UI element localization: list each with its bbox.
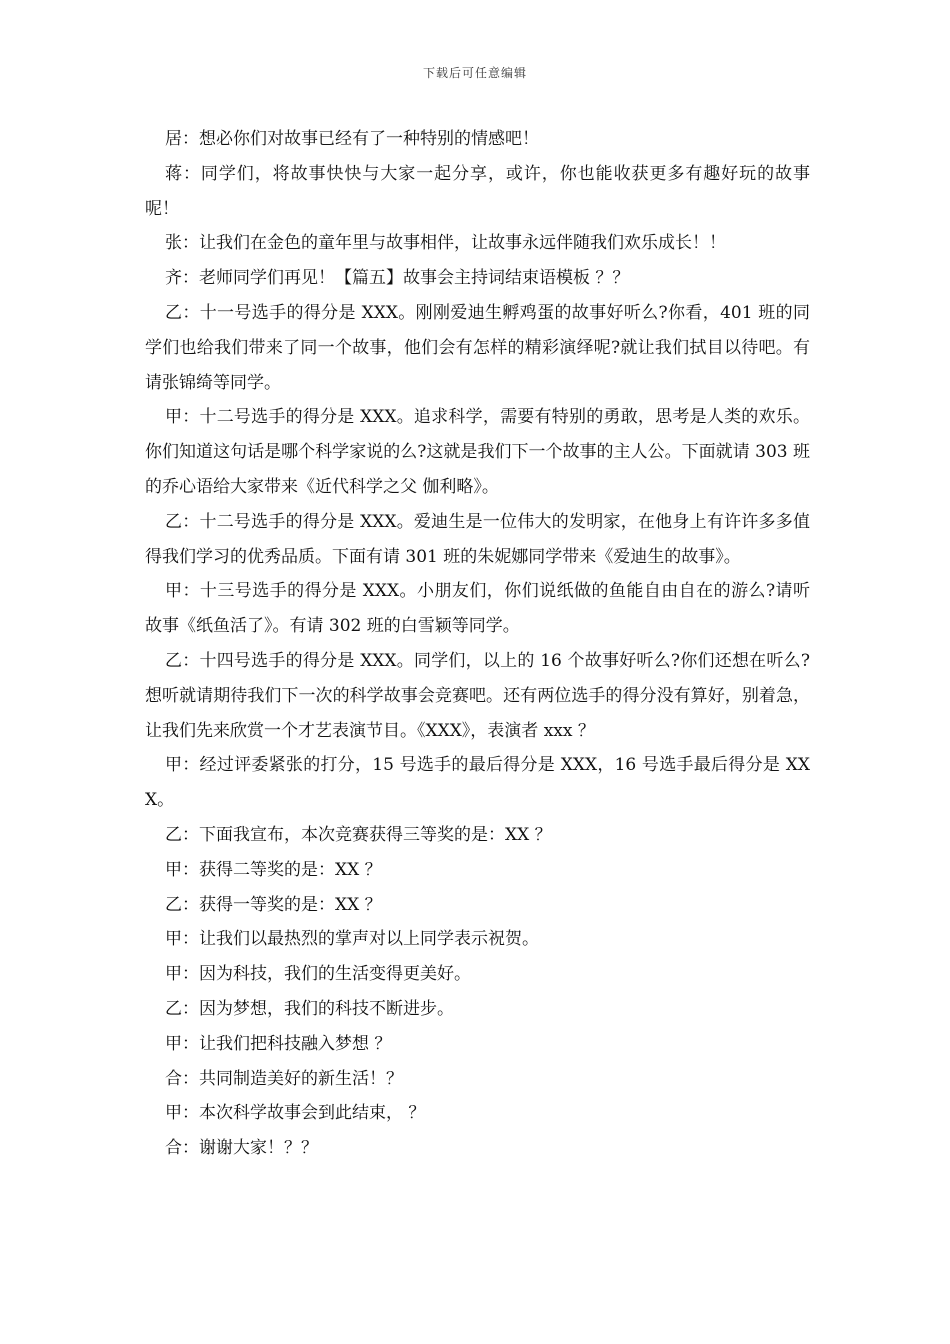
page-header: 下载后可任意编辑 [422, 66, 527, 80]
paragraph: 甲：获得二等奖的是：XX ？ [165, 859, 382, 880]
paragraph: 甲：十二号选手的得分是 XXX。追求科学，需要有特别的勇敢，思考是人类的欢乐。你们知道这句话是哪个科学家说的么?这就是我们下一个故事的主人公。下面就请 303 班的乔心语给大家带来《近代科学之父 伽利略》。 [145, 407, 810, 497]
paragraph: 乙：十二号选手的得分是 XXX。爱迪生是一位伟大的发明家，在他身上有许许多多值得我们学习的优秀品质。下面有请 301 班的朱妮娜同学带来《爱迪生的故事》。 [145, 511, 810, 567]
paragraph: 甲：让我们把科技融入梦想 ？ [165, 1033, 392, 1054]
paragraph: 合：共同制造美好的新生活！？ [165, 1068, 403, 1089]
document-body [145, 122, 810, 1166]
paragraph: 甲：经过评委紧张的打分，15 号选手的最后得分是 XXX，16 号选手最后得分是 XXX。 [145, 755, 810, 811]
paragraph: 乙：因为梦想，我们的科技不断进步。 [165, 998, 454, 1019]
paragraph: 乙：下面我宣布，本次竞赛获得三等奖的是：XX ？ [165, 824, 552, 845]
paragraph: 张：让我们在金色的童年里与故事相伴，让故事永远伴随我们欢乐成长！！ [165, 233, 726, 254]
paragraph: 乙：十一号选手的得分是 XXX。刚刚爱迪生孵鸡蛋的故事好听么?你看，401 班的同学们也给我们带来了同一个故事，他们会有怎样的精彩演绎呢?就让我们拭目以待吧。有请张锦绮等同学。 [145, 302, 810, 393]
paragraph: 蒋：同学们，将故事快快与大家一起分享，或许，你也能收获更多有趣好玩的故事呢！ [145, 163, 810, 219]
paragraph: 齐：老师同学们再见！【篇五】故事会主持词结束语模板 ？？ [165, 268, 630, 289]
paragraph: 乙：获得一等奖的是：XX ？ [165, 894, 382, 915]
paragraph: 甲：因为科技，我们的生活变得更美好。 [165, 964, 471, 985]
paragraph: 甲：本次科学故事会到此结束， ？ [165, 1103, 426, 1124]
paragraph: 合：谢谢大家！？？ [165, 1138, 318, 1159]
paragraph: 乙：十四号选手的得分是 XXX。同学们，以上的 16 个故事好听么?你们还想在听么?想听就请期待我们下一次的科学故事会竞赛吧。还有两位选手的得分没有算好，别着急，让我们先来欣赏一个才艺表演节目。《XXX》，表演者 xxx ？ [145, 650, 810, 741]
paragraph: 甲：十三号选手的得分是 XXX。小朋友们，你们说纸做的鱼能自由自在的游么?请听故事《纸鱼活了》。有请 302 班的白雪颖等同学。 [145, 581, 810, 637]
paragraph: 甲：让我们以最热烈的掌声对以上同学表示祝贺。 [165, 929, 539, 950]
paragraph: 居：想必你们对故事已经有了一种特别的情感吧！ [165, 129, 539, 149]
